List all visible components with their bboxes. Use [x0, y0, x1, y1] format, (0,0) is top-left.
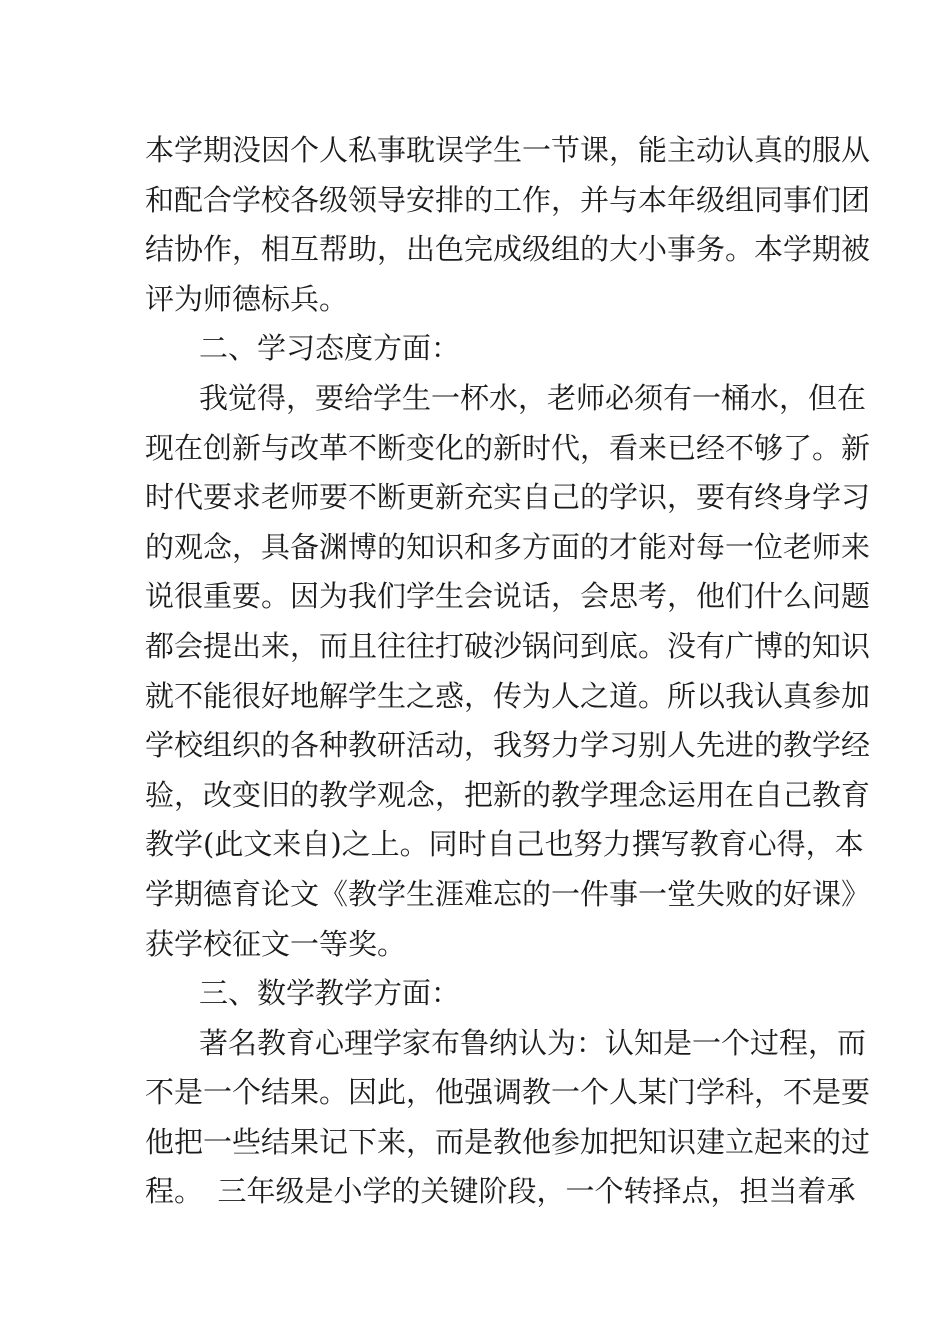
- text-line: 教学(此文来自)之上。同时自己也努力撰写教育心得，本: [145, 827, 864, 862]
- text-line: 时代要求老师要不断更新充实自己的学识，要有终身学习: [145, 480, 871, 515]
- text-line: 获学校征文一等奖。: [145, 926, 407, 961]
- text-line: 结协作，相互帮助，出色完成级组的大小事务。本学期被: [145, 232, 871, 267]
- text-line: 和配合学校各级领导安排的工作，并与本年级组同事们团: [145, 182, 871, 217]
- text-line: 程。 三年级是小学的关键阶段，一个转择点，担当着承: [145, 1174, 856, 1209]
- text-line: 的观念，具备渊博的知识和多方面的才能对每一位老师来: [145, 529, 871, 564]
- text-line: 评为师德标兵。: [145, 281, 349, 316]
- section-heading: 二、学习态度方面：: [199, 331, 461, 366]
- text-line: 就不能很好地解学生之惑，传为人之道。所以我认真参加: [145, 678, 871, 713]
- document-body: [145, 126, 871, 1217]
- text-line: 说很重要。因为我们学生会说话，会思考，他们什么问题: [145, 579, 871, 614]
- text-line: 都会提出来，而且往往打破沙锅问到底。没有广博的知识: [145, 628, 871, 663]
- text-line: 验，改变旧的教学观念，把新的教学理念运用在自己教育: [145, 777, 871, 812]
- text-line: 我觉得，要给学生一杯水，老师必须有一桶水，但在: [199, 380, 867, 415]
- text-line: 学期德育论文《教学生涯难忘的一件事一堂失败的好课》: [145, 876, 871, 911]
- section-heading: 三、数学教学方面：: [199, 976, 461, 1011]
- text-line: 他把一些结果记下来，而是教他参加把知识建立起来的过: [145, 1124, 871, 1159]
- text-line: 学校组织的各种教研活动，我努力学习别人先进的教学经: [145, 728, 871, 763]
- text-line: 不是一个结果。因此，他强调教一个人某门学科，不是要: [145, 1075, 871, 1110]
- text-line: 本学期没因个人私事耽误学生一节课，能主动认真的服从: [145, 133, 871, 167]
- text-line: 著名教育心理学家布鲁纳认为：认知是一个过程，而: [199, 1025, 867, 1060]
- text-line: 现在创新与改革不断变化的新时代，看来已经不够了。新: [145, 430, 871, 465]
